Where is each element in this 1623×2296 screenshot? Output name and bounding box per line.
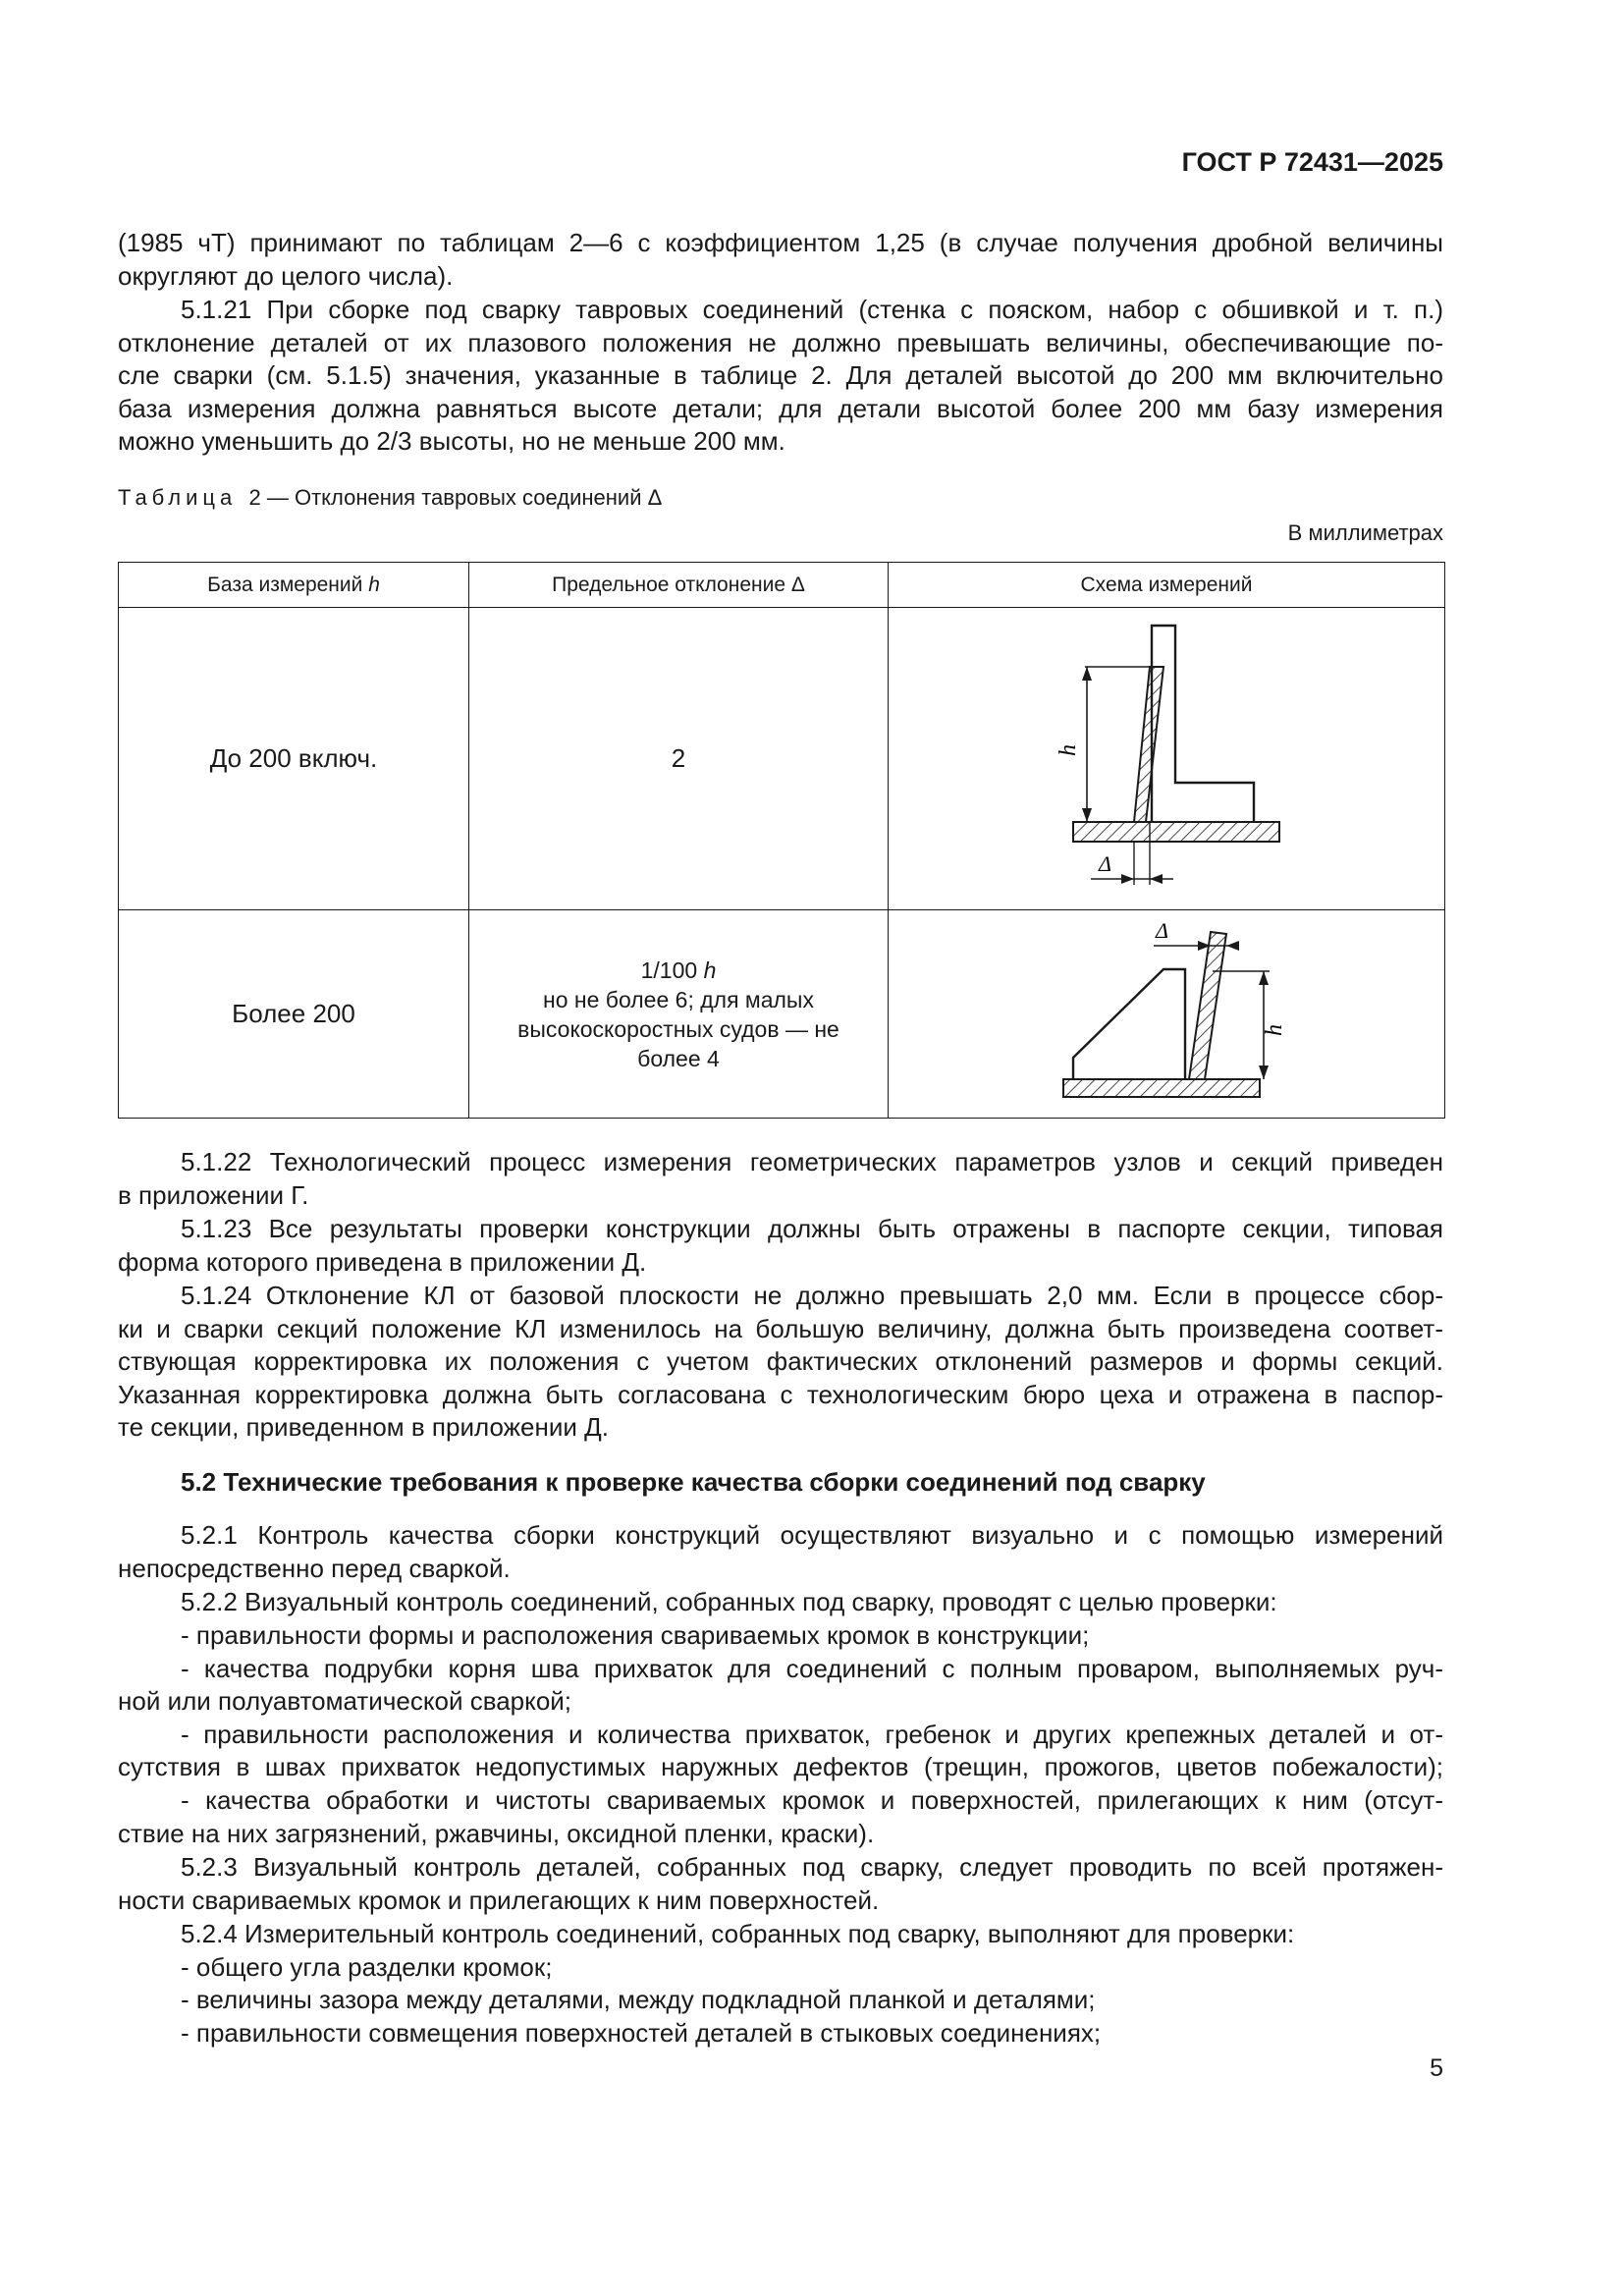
text-line: (1985 чТ) принимают по таблицам 2—6 с коэффициентом 1,25 (в случае получения дробной величины xyxy=(118,228,1443,257)
text-line: 5.2.4 Измерительный контроль соединений, собранных под сварку, выполняют для проверки: xyxy=(181,1919,1295,1948)
paragraph-5-1-21 xyxy=(118,294,1443,459)
text-line: сле сварки (см. 5.1.5) значения, указанные в таблице 2. Для деталей высотой до 200 мм включительно xyxy=(118,360,1443,391)
tee-joint-diagram-2 xyxy=(889,910,1445,1111)
list-item: - величины зазора между деталями, между подкладной планкой и деталями; xyxy=(181,1985,1096,2015)
text-line: непосредственно перед сваркой. xyxy=(118,1553,511,1583)
table-row xyxy=(119,608,1445,910)
paragraph-5-2-4 xyxy=(118,1918,1443,2050)
standard-designation: ГОСТ Р 72431—2025 xyxy=(1181,147,1443,177)
text-line: 5.2.3 Визуальный контроль деталей, собранных под сварку, следует проводить по всей протяжен- xyxy=(181,1852,1443,1882)
text-line: 5.1.21 При сборке под сварку тавровых соединений (стенка с пояском, набор с обшивкой и т. п.) xyxy=(181,295,1443,324)
h-label: h xyxy=(1262,1024,1287,1036)
text-line: 5.1.24 Отклонение КЛ от базовой плоскости не должно превышать 2,0 мм. Если в процессе сбор- xyxy=(181,1281,1443,1310)
text-line: ной или полуавтоматической сваркой; xyxy=(118,1686,572,1717)
text-line: в приложении Г. xyxy=(118,1179,309,1210)
header-deviation: Предельное отклонение Δ xyxy=(469,563,889,608)
text-line: база измерения должна равняться высоте детали; для детали высотой более 200 мм базу измерения xyxy=(118,393,1443,423)
list-item: - правильности расположения и количества прихваток, гребенок и других крепежных деталей и от- xyxy=(181,1719,1443,1749)
text-line: отклонение деталей от их плазового положения не должно превышать величины, обеспечивающие по- xyxy=(118,327,1443,357)
cell-scheme xyxy=(889,910,1445,1119)
text-line: можно уменьшить до 2/3 высоты, но не меньше 200 мм. xyxy=(118,426,785,457)
text-line: те секции, приведенном в приложении Д. xyxy=(118,1412,609,1443)
text-line: округляют до целого числа). xyxy=(118,260,454,291)
paragraph-5-1-23 xyxy=(118,1213,1443,1279)
text-line: 5.2.1 Контроль качества сборки конструкций осуществляют визуально и с помощью измерений xyxy=(181,1520,1443,1550)
list-5-2-2 xyxy=(118,1619,1443,1850)
paragraph-5-2-2 xyxy=(118,1586,1443,1619)
paragraph-5-2-1 xyxy=(118,1519,1443,1585)
paragraph-5-1-24 xyxy=(118,1280,1443,1445)
intro-paragraph xyxy=(118,227,1443,293)
cell-deviation: 1/100 h но не более 6; для малых высокоскоростных судов — не более 4 xyxy=(469,910,889,1119)
table-row xyxy=(119,910,1445,1119)
paragraph-5-1-22 xyxy=(118,1146,1443,1212)
list-item: - общего угла разделки кромок; xyxy=(181,1951,553,1982)
cell-scheme xyxy=(889,608,1445,910)
text-line: ности свариваемых кромок и прилегающих к ним поверхностей. xyxy=(118,1885,880,1915)
header-scheme: Схема измерений xyxy=(889,563,1445,608)
table-header-row xyxy=(119,563,1445,608)
delta-label: Δ xyxy=(1156,918,1168,943)
h-label: h xyxy=(1055,744,1081,756)
text-line: 5.2.2 Визуальный контроль соединений, собранных под сварку, проводят с целью проверки: xyxy=(181,1587,1277,1616)
cell-base: Более 200 xyxy=(119,910,469,1119)
deviation-table xyxy=(118,562,1445,1119)
text-line: ствующая корректировка их положения с учетом фактических отклонений размеров и формы секций. xyxy=(118,1346,1443,1377)
list-item: - правильности совмещения поверхностей деталей в стыковых соединениях; xyxy=(181,2017,1102,2048)
page-number: 5 xyxy=(1430,2054,1443,2082)
table-caption-label: Таблица xyxy=(118,485,238,510)
text-line: сутствия в швах прихваток недопустимых наружных дефектов (трещин, прожогов, цветов побежалости); xyxy=(118,1752,1443,1782)
text-line: 5.1.22 Технологический процесс измерения геометрических параметров узлов и секций приведен xyxy=(181,1147,1443,1176)
list-item: - правильности формы и расположения свариваемых кромок в конструкции; xyxy=(181,1620,1090,1650)
table-caption-text: 2 — Отклонения тавровых соединений Δ xyxy=(248,485,663,510)
text-line: ствие на них загрязнений, ржавчины, оксидной пленки, краски). xyxy=(118,1818,875,1848)
header-base: База измерений h xyxy=(119,563,469,608)
list-item: - качества подрубки корня шва прихваток для соединений с полным проваром, выполняемых руч- xyxy=(181,1653,1443,1683)
cell-deviation: 2 xyxy=(469,608,889,910)
list-item: - качества обработки и чистоты свариваемых кромок и поверхностей, прилегающих к ним (отсут- xyxy=(181,1784,1443,1815)
text-line: Указанная корректировка должна быть согласована с технологическим бюро цеха и отражена в паспор- xyxy=(118,1379,1443,1409)
text-line: 5.1.23 Все результаты проверки конструкции должны быть отражены в паспорте секции, типовая xyxy=(181,1214,1443,1243)
text-line: форма которого приведена в приложении Д. xyxy=(118,1246,647,1277)
section-heading-5-2: 5.2 Технические требования к проверке качества сборки соединений под сварку xyxy=(181,1467,1206,1497)
text-line: ки и сварки секций положение КЛ изменилось на большую величину, должна быть произведена соответ- xyxy=(118,1313,1443,1343)
table-units: В миллиметрах xyxy=(1287,520,1443,545)
tee-joint-diagram-1 xyxy=(889,608,1445,902)
table-caption xyxy=(118,485,662,511)
paragraph-5-2-3 xyxy=(118,1851,1443,1917)
delta-label: Δ xyxy=(1099,851,1111,876)
cell-base: До 200 включ. xyxy=(119,608,469,910)
